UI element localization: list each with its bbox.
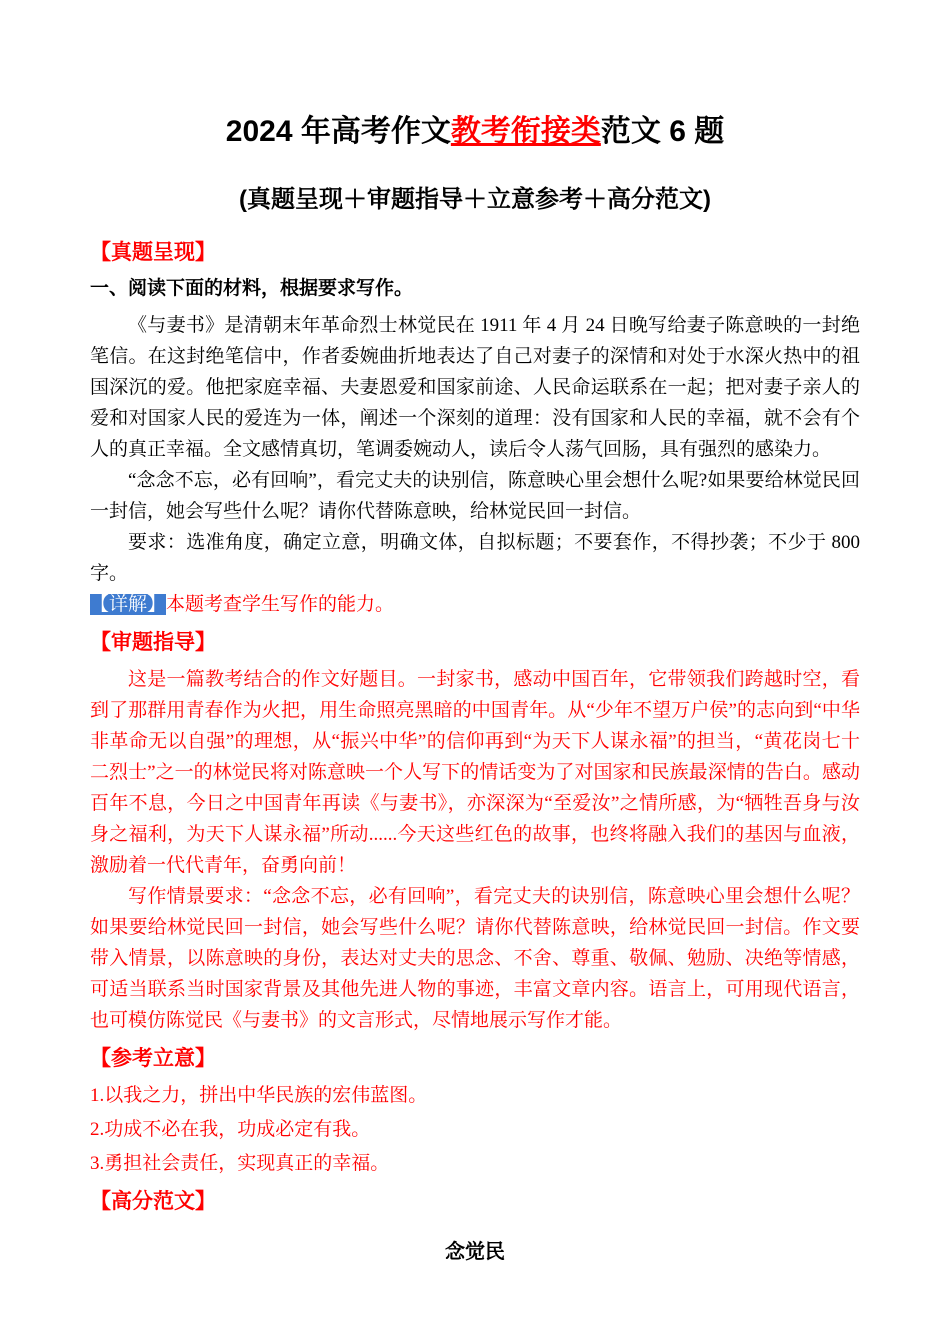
zhenti-paragraph-2: “念念不忘，必有回响”，看完丈夫的诀别信，陈意映心里会想什么呢?如果要给林觉民回一封信，她会写些什么呢？请你代替陈意映，给林觉民回一封信。 <box>90 470 860 522</box>
document-subtitle: (真题呈现＋审题指导＋立意参考＋高分范文) <box>239 186 711 213</box>
shenti-paragraph-2: 写作情景要求：“念念不忘，必有回响”，看完丈夫的诀别信，陈意映心里会想什么呢？如果要给林觉民回一封信，她会写些什么呢？请你代替陈意映，给林觉民回一封信。作文要带入情景，以陈意映的身份，表达对丈夫的思念、不舍、尊重、敬佩、勉励、决绝等情感，可适当联系当时国家背景及其他先进人物的事迹，丰富文章内容。语言上，可用现代语言，也可模仿陈觉民《与妻书》的文言形式，尽情地展示写作才能。 <box>90 886 860 1031</box>
liyi-item-2: 2.功成不必在我，功成必定有我。 <box>90 1119 371 1140</box>
title-part1: 2024 年高考作文 <box>225 115 451 148</box>
shenti-paragraph-1: 这是一篇教考结合的作文好题目。一封家书，感动中国百年，它带领我们跨越时空，看到了那群用青春作为火把，用生命照亮黑暗的中国青年。从“少年不望万户侯”的志向到“中华非革命无以自强”的理想，从“振兴中华”的信仰再到“为天下人谋永福”的担当，“黄花岗七十二烈士”之一的林觉民将对陈意映一个人写下的情话变为了对国家和民族最深情的告白。感动百年不息，今日之中国青年再读《与妻书》，亦深深为“至爱汝”之情所感，为“牺牲吾身与汝身之福利，为天下人谋永福”所动......今天这些红色的故事，也终将融入我们的基因与血液，激励着一代代青年，奋勇向前！ <box>90 669 860 876</box>
question-heading: 一、阅读下面的材料，根据要求写作。 <box>90 278 414 299</box>
liyi-item-3: 3.勇担社会责任，实现真正的幸福。 <box>90 1153 390 1174</box>
section-header-liyi: 【参考立意】 <box>90 1047 216 1070</box>
section-header-fanwen: 【高分范文】 <box>90 1190 216 1213</box>
title-highlight-red-underline: 教考衔接类 <box>450 115 601 148</box>
detail-text: 本题考查学生写作的能力。 <box>166 594 395 615</box>
section-header-zhenti: 【真题呈现】 <box>90 241 216 264</box>
document-title <box>90 112 860 151</box>
zhenti-paragraph-1: 《与妻书》是清朝末年革命烈士林觉民在 1911 年 4 月 24 日晚写给妻子陈意映的一封绝笔信。在这封绝笔信中，作者委婉曲折地表达了自己对妻子的深情和对处于水深火热中的祖国深沉的爱。他把家庭幸福、夫妻恩爱和国家前途、人民命运联系在一起；把对妻子亲人的爱和对国家人民的爱连为一体，阐述一个深刻的道理：没有国家和人民的幸福，就不会有个人的真正幸福。全文感情真切，笔调委婉动人，读后令人荡气回肠，具有强烈的感染力。 <box>90 315 860 460</box>
essay-title: 念觉民 <box>445 1241 505 1263</box>
title-part3: 范文 6 题 <box>600 115 725 148</box>
section-header-shenti: 【审题指导】 <box>90 631 216 654</box>
liyi-item-1: 1.以我之力，拼出中华民族的宏伟蓝图。 <box>90 1085 428 1106</box>
zhenti-paragraph-3: 要求：选准角度，确定立意，明确文体，自拟标题；不要套作，不得抄袭；不少于 800 字。 <box>90 532 860 584</box>
detail-line <box>90 589 860 620</box>
detail-label-badge: 【详解】 <box>90 594 167 615</box>
